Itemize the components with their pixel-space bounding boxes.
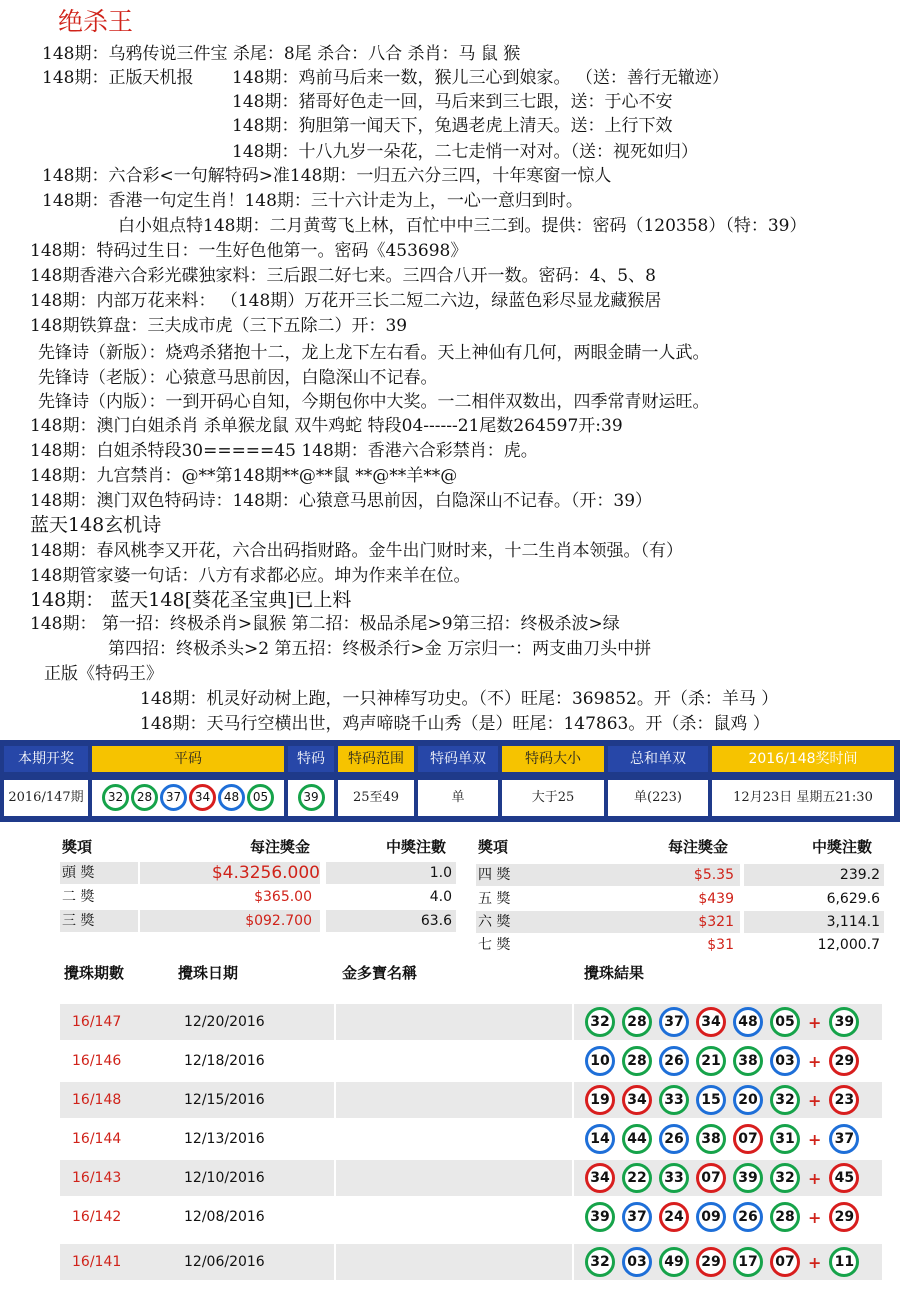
text-line: 148期：春风桃李又开花，六合出码指财路。金牛出门财时来，十二生肖本领强。（有） xyxy=(30,541,683,561)
ball: 33 xyxy=(659,1085,689,1115)
table-row xyxy=(60,1043,882,1079)
draw-period: 16/146 xyxy=(72,1053,122,1069)
prize-header-name: 獎項 xyxy=(62,838,93,856)
header-special-size: 特码大小 xyxy=(502,746,604,772)
ball: 26 xyxy=(659,1046,689,1076)
table-row xyxy=(60,1121,882,1157)
prize-name: 三 獎 xyxy=(60,910,138,932)
draw-date: 12/18/2016 xyxy=(184,1053,265,1069)
ball: 37 xyxy=(622,1202,652,1232)
result-balls xyxy=(580,1121,860,1157)
ball: 28 xyxy=(770,1202,800,1232)
prize-amount: $365.00 xyxy=(254,889,312,905)
result-balls xyxy=(580,1004,860,1040)
draw-date: 12/08/2016 xyxy=(184,1209,265,1225)
ball: 28 xyxy=(622,1046,652,1076)
ball: 34 xyxy=(585,1163,615,1193)
regular-balls xyxy=(92,780,284,816)
text-line: 蓝天148玄机诗 xyxy=(30,514,162,536)
prize-count: 239.2 xyxy=(744,864,884,886)
text-line: 148期：鸡前马后来一数，猴儿三心到娘家。 （送：善行无辙迹） xyxy=(232,68,729,88)
prize-table xyxy=(0,836,900,956)
ball: 39 xyxy=(585,1202,615,1232)
special-size: 大于25 xyxy=(502,780,604,816)
header-current-draw: 本期开奖 xyxy=(4,746,88,772)
ball: 03 xyxy=(770,1046,800,1076)
plus-sign: + xyxy=(808,1129,822,1149)
ball: 22 xyxy=(622,1163,652,1193)
prize-count: 63.6 xyxy=(326,910,456,932)
table-row xyxy=(60,1160,882,1196)
draw-date: 12/20/2016 xyxy=(184,1014,265,1030)
plus-sign: + xyxy=(808,1168,822,1188)
ball: 15 xyxy=(696,1085,726,1115)
draw-date: 12/06/2016 xyxy=(184,1254,265,1270)
ball: 33 xyxy=(659,1163,689,1193)
special-ball: 29 xyxy=(829,1202,859,1232)
ball: 34 xyxy=(622,1085,652,1115)
text-line: 148期：正版天机报 xyxy=(42,68,194,88)
ball: 24 xyxy=(659,1202,689,1232)
special-range: 25至49 xyxy=(338,780,414,816)
header-regular-numbers: 平码 xyxy=(92,746,284,772)
text-line: 148期：六合彩<一句解特码>准148期：一归五六分三四，十年寒窗一惊人 xyxy=(42,166,612,186)
ball: 32 xyxy=(585,1007,615,1037)
ball: 09 xyxy=(696,1202,726,1232)
text-line: 白小姐点特148期：二月黄莺飞上林，百忙中中三二到。提供：密码（120358）（特：39） xyxy=(118,216,807,236)
text-line: 先锋诗（内版）：一到开码心自知，今期包你中大奖。一二相伴双数出，四季常青财运旺。 xyxy=(38,392,710,412)
text-line: 148期：天马行空横出世，鸡声啼晓千山秀（是）旺尾：147863。开（杀：鼠鸡 ） xyxy=(140,714,770,734)
prize-count: 6,629.6 xyxy=(826,891,880,907)
ball: 34 xyxy=(696,1007,726,1037)
special-ball: 23 xyxy=(829,1085,859,1115)
result-balls xyxy=(580,1244,860,1280)
text-line: 148期：白姐杀特段30=====45 148期：香港六合彩禁肖：虎。 xyxy=(30,441,538,461)
page-title: 绝杀王 xyxy=(58,7,134,36)
ball: 37 xyxy=(160,784,187,811)
prize-name: 六 獎 xyxy=(476,911,562,933)
ball: 07 xyxy=(770,1247,800,1277)
draw-date: 12/10/2016 xyxy=(184,1170,265,1186)
text-line: 148期：狗胆第一闻天下，兔遇老虎上清天。送：上行下效 xyxy=(232,116,673,136)
ball: 32 xyxy=(585,1247,615,1277)
prize-count: 4.0 xyxy=(429,889,452,905)
result-balls xyxy=(580,1082,860,1118)
history-header-name: 金多寶名稱 xyxy=(342,964,418,982)
draw-period: 16/141 xyxy=(72,1254,122,1270)
draw-date: 12/15/2016 xyxy=(184,1092,265,1108)
prize-amount: $439 xyxy=(698,891,734,907)
ball: 32 xyxy=(770,1163,800,1193)
ball: 32 xyxy=(102,784,129,811)
text-line: 正版《特码王》 xyxy=(44,664,163,684)
text-line: 先锋诗（新版）：烧鸡杀猪抱十二，龙上龙下左右看。天上神仙有几何，两眼金睛一人武。 xyxy=(38,343,710,363)
text-line: 148期： 蓝天148[葵花圣宝典]已上料 xyxy=(30,589,352,611)
ball: 34 xyxy=(189,784,216,811)
history-header-period: 攪珠期數 xyxy=(64,964,125,982)
draw-period: 16/148 xyxy=(72,1092,122,1108)
ball: 26 xyxy=(659,1124,689,1154)
sum-odd-even: 单(223) xyxy=(608,780,708,816)
text-line: 148期：澳门白姐杀肖 杀单猴龙鼠 双牛鸡蛇 特段04------21尾数264597开:39 xyxy=(30,416,623,436)
ball: 05 xyxy=(770,1007,800,1037)
text-line: 148期管家婆一句话：八方有求都必应。坤为作来羊在位。 xyxy=(30,566,471,586)
prize-amount: $4.3256.000 xyxy=(140,862,320,884)
history-header-result: 攪珠結果 xyxy=(584,964,645,982)
ball: 07 xyxy=(696,1163,726,1193)
plus-sign: + xyxy=(808,1207,822,1227)
text-line: 148期：十八九岁一朵花，二七走悄一对对。（送：视死如归） xyxy=(232,142,698,162)
plus-sign: + xyxy=(808,1090,822,1110)
ball: 29 xyxy=(696,1247,726,1277)
text-line: 148期香港六合彩光碟独家料：三后跟二好七来。三四合八开一数。密码：4、5、8 xyxy=(30,266,656,286)
table-row xyxy=(60,1082,882,1118)
table-row xyxy=(60,1244,882,1280)
text-line: 148期：特码过生日：一生好色他第一。密码《453698》 xyxy=(30,241,468,261)
header-sum-odd-even: 总和单双 xyxy=(608,746,708,772)
draw-period: 16/147 xyxy=(72,1014,122,1030)
result-balls xyxy=(580,1043,860,1079)
plus-sign: + xyxy=(808,1051,822,1071)
ball: 03 xyxy=(622,1247,652,1277)
special-ball: 29 xyxy=(829,1046,859,1076)
ball: 07 xyxy=(733,1124,763,1154)
ball: 28 xyxy=(622,1007,652,1037)
prize-name: 七 獎 xyxy=(478,937,511,953)
text-line: 148期：内部万花来料： （148期）万花开三长二短二六边，绿蓝色彩尽显龙藏猴居 xyxy=(30,291,662,311)
special-ball: 11 xyxy=(829,1247,859,1277)
ball: 17 xyxy=(733,1247,763,1277)
prize-header-count: 中獎注數 xyxy=(812,838,873,856)
prize-count: 1.0 xyxy=(326,862,456,884)
next-draw-time: 12月23日 星期五21:30 xyxy=(712,780,894,816)
ball: 14 xyxy=(585,1124,615,1154)
text-line: 148期：猪哥好色走一回，马后来到三七跟，送：于心不安 xyxy=(232,92,673,112)
text-line: 148期：澳门双色特码诗：148期：心猿意马思前因，白隐深山不记春。（开：39） xyxy=(30,491,653,511)
ball: 49 xyxy=(659,1247,689,1277)
prize-amount: $31 xyxy=(707,937,734,953)
header-special-range: 特码范围 xyxy=(338,746,414,772)
text-line: 148期：乌鸦传说三件宝 杀尾：8尾 杀合：八合 杀肖：马 鼠 猴 xyxy=(42,44,521,64)
text-line: 148期：香港一句定生肖！148期：三十六计走为上，一心一意归到时。 xyxy=(42,191,583,211)
ball: 21 xyxy=(696,1046,726,1076)
ball: 32 xyxy=(770,1085,800,1115)
draw-period: 16/143 xyxy=(72,1170,122,1186)
special-ball: 39 xyxy=(829,1007,859,1037)
plus-sign: + xyxy=(808,1252,822,1272)
ball: 38 xyxy=(733,1046,763,1076)
prize-name: 頭 獎 xyxy=(60,862,138,884)
draw-banner xyxy=(0,740,900,822)
prize-amount: $5.35 xyxy=(562,864,740,886)
table-row xyxy=(60,1199,882,1235)
special-odd-even: 单 xyxy=(418,780,498,816)
prize-header-amount: 每注獎金 xyxy=(668,838,729,856)
ball: 39 xyxy=(733,1163,763,1193)
prize-header-name: 獎項 xyxy=(478,838,509,856)
prize-header-count: 中獎注數 xyxy=(386,838,447,856)
prize-count: 3,114.1 xyxy=(744,911,884,933)
draw-period: 16/144 xyxy=(72,1131,122,1147)
draw-period: 16/142 xyxy=(72,1209,122,1225)
ball: 20 xyxy=(733,1085,763,1115)
prize-amount: $092.700 xyxy=(140,910,320,932)
ball: 31 xyxy=(770,1124,800,1154)
ball: 19 xyxy=(585,1085,615,1115)
header-next-draw-time: 2016/148奖时间 xyxy=(712,746,894,772)
special-ball-cell xyxy=(288,780,334,816)
draw-date: 12/13/2016 xyxy=(184,1131,265,1147)
draw-period: 2016/147期 xyxy=(4,780,88,816)
text-line: 第四招：终极杀头>2 第五招：终极杀行>金 万宗归一：两支曲刀头中拼 xyxy=(108,639,652,659)
prize-amount: $321 xyxy=(562,911,740,933)
table-row xyxy=(60,1004,882,1040)
ball: 28 xyxy=(131,784,158,811)
history-header-date: 攪珠日期 xyxy=(178,964,239,982)
header-special-number: 特码 xyxy=(288,746,334,772)
text-line: 148期：九宫禁肖：@**第148期**@**鼠 **@**羊**@ xyxy=(30,466,458,486)
ball: 48 xyxy=(733,1007,763,1037)
ball: 48 xyxy=(218,784,245,811)
result-balls xyxy=(580,1160,860,1196)
special-ball: 45 xyxy=(829,1163,859,1193)
text-line: 148期铁算盘：三夫成市虎（三下五除二）开：39 xyxy=(30,316,408,336)
ball: 37 xyxy=(659,1007,689,1037)
text-line: 先锋诗（老版）：心猿意马思前因，白隐深山不记春。 xyxy=(38,368,438,388)
ball: 05 xyxy=(247,784,274,811)
prize-name: 二 獎 xyxy=(62,889,95,905)
prize-name: 四 獎 xyxy=(476,864,562,886)
header-special-odd-even: 特码单双 xyxy=(418,746,498,772)
prize-header-amount: 每注獎金 xyxy=(250,838,311,856)
prize-name: 五 獎 xyxy=(478,891,511,907)
text-line: 148期：机灵好动树上跑，一只神棒写功史。（不）旺尾：369852。开（杀：羊马 ） xyxy=(140,689,779,709)
ball: 38 xyxy=(696,1124,726,1154)
ball: 26 xyxy=(733,1202,763,1232)
prize-count: 12,000.7 xyxy=(817,937,880,953)
special-ball: 37 xyxy=(829,1124,859,1154)
result-balls xyxy=(580,1199,860,1235)
text-line: 148期： 第一招：终极杀肖>鼠猴 第二招：极品杀尾>9第三招：终极杀波>绿 xyxy=(30,614,620,634)
ball: 10 xyxy=(585,1046,615,1076)
ball: 44 xyxy=(622,1124,652,1154)
special-ball: 39 xyxy=(298,784,325,811)
plus-sign: + xyxy=(808,1012,822,1032)
